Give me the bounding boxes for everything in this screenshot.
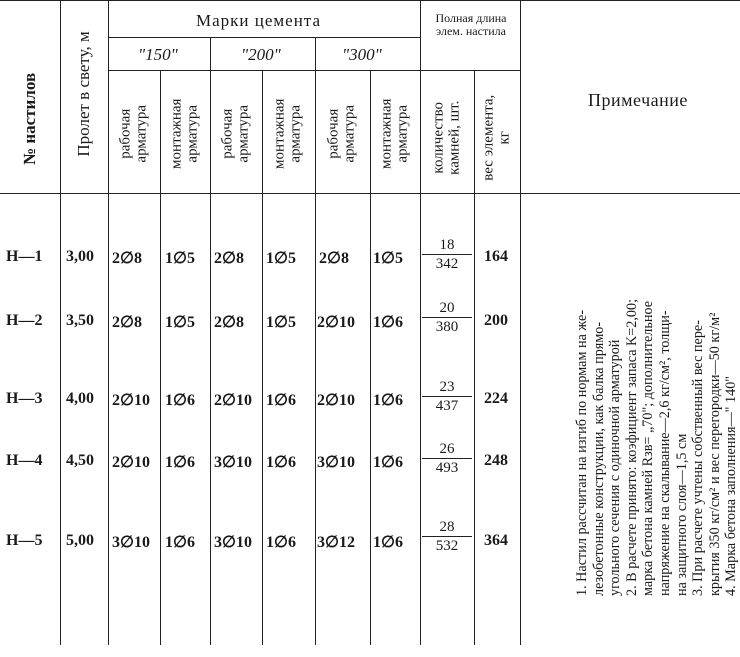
row-weight: 164	[484, 248, 508, 265]
note-line: 3. При расчете учтены собственный вес пере-	[690, 320, 707, 596]
row-work-300: 2∅10	[317, 392, 355, 409]
grade-300: "300"	[342, 45, 382, 64]
row-work-300: 3∅10	[317, 454, 355, 471]
row-mount-300: 1∅5	[373, 250, 403, 267]
row-count-length	[422, 440, 472, 477]
row-span: 5,00	[66, 532, 94, 549]
sub-work-200: рабочая арматура	[219, 104, 251, 163]
grade-200: "200"	[241, 45, 281, 64]
row-mount-150: 1∅6	[165, 454, 195, 471]
row-span: 3,50	[66, 312, 94, 329]
row-mount-200: 1∅5	[266, 314, 296, 331]
note-line: 1. Настил рассчитан на изгиб по нормам на же-	[574, 309, 590, 596]
note-line: угольного сечения с одиночной арматурой	[607, 339, 624, 596]
grade-150: "150"	[138, 45, 178, 64]
row-id: Н—4	[6, 452, 43, 469]
note-line: крытия 350 кг/см² и вес перегородки—50 кг/м²	[706, 312, 723, 596]
row-weight: 224	[484, 390, 508, 407]
row-mount-200: 1∅5	[266, 250, 296, 267]
sub-mount-300: монтажная арматура	[378, 98, 410, 169]
header-cement-grades: Марки цемента	[196, 11, 321, 30]
row-span: 4,50	[66, 452, 94, 469]
row-mount-150: 1∅5	[165, 314, 195, 331]
sub-work-300: рабочая арматура	[325, 104, 357, 163]
row-length: 437	[435, 398, 459, 414]
row-count: 20	[422, 299, 472, 318]
sub-mount-150: монтажная арматура	[168, 98, 200, 169]
row-work-150: 2∅10	[112, 454, 150, 471]
row-span: 4,00	[66, 390, 94, 407]
row-count: 18	[422, 236, 472, 255]
row-length: 532	[435, 538, 459, 554]
row-count-length	[422, 378, 472, 415]
row-work-150: 2∅8	[112, 250, 142, 267]
sub-mount-200: монтажная арматура	[271, 98, 303, 169]
row-span: 3,00	[66, 248, 94, 265]
row-weight: 200	[484, 312, 508, 329]
row-length: 493	[435, 460, 459, 476]
row-count-length	[422, 518, 472, 555]
row-mount-150: 1∅6	[165, 534, 195, 551]
row-work-300: 3∅12	[317, 534, 355, 551]
row-length: 342	[435, 256, 459, 272]
row-mount-300: 1∅6	[373, 534, 403, 551]
row-work-200: 2∅8	[214, 314, 244, 331]
row-work-200: 3∅10	[214, 534, 252, 551]
row-mount-200: 1∅6	[266, 392, 296, 409]
row-work-300: 2∅10	[317, 314, 355, 331]
row-id: Н—3	[6, 390, 43, 407]
row-mount-300: 1∅6	[373, 314, 403, 331]
row-count-length	[422, 236, 472, 273]
note-line: 4. Марка бетона заполнения—" 140"	[723, 375, 740, 596]
row-work-300: 2∅8	[319, 250, 349, 267]
note-line: марка бетона камней Rзв= „70"; дополнительное	[640, 300, 657, 596]
note-line: лезобетонные конструкции, как балка прямо-	[590, 321, 607, 596]
row-work-200: 3∅10	[214, 454, 252, 471]
row-length: 380	[435, 319, 459, 335]
row-id: Н—1	[6, 248, 43, 265]
row-weight: 248	[484, 452, 508, 469]
row-id: Н—5	[6, 532, 43, 549]
row-weight: 364	[484, 532, 508, 549]
header-remarks: Примечание	[588, 90, 688, 110]
row-work-200: 2∅8	[214, 250, 244, 267]
row-work-150: 2∅10	[112, 392, 150, 409]
header-span: Пролет в свету, м	[74, 31, 94, 157]
sub-element-weight: вес элемента, кг	[480, 94, 512, 181]
row-mount-150: 1∅6	[165, 392, 195, 409]
row-id: Н—2	[6, 312, 43, 329]
row-mount-300: 1∅6	[373, 454, 403, 471]
row-work-150: 2∅8	[112, 314, 142, 331]
remarks-notes	[574, 156, 740, 596]
header-full-length: Полная длина элем. настила	[435, 11, 507, 38]
row-mount-300: 1∅6	[373, 392, 403, 409]
row-mount-200: 1∅6	[266, 454, 296, 471]
row-count: 28	[422, 518, 472, 537]
sub-work-150: рабочая арматура	[117, 104, 149, 163]
row-mount-200: 1∅6	[266, 534, 296, 551]
row-count-length	[422, 299, 472, 336]
row-work-150: 3∅10	[112, 534, 150, 551]
row-work-200: 2∅10	[214, 392, 252, 409]
row-count: 26	[422, 440, 472, 459]
row-count: 23	[422, 378, 472, 397]
note-line: на защитного слоя—1,5 см	[673, 433, 690, 596]
sub-stone-count: количество камней, шт.	[430, 100, 462, 175]
note-line: 2. В расчете принято: коэфициент запаса K=2,00;	[623, 298, 640, 596]
row-mount-150: 1∅5	[165, 250, 195, 267]
note-line: напряжение на скалывание—2,6 кг/см², толщи-	[656, 310, 673, 596]
header-number: № настилов	[20, 72, 40, 165]
